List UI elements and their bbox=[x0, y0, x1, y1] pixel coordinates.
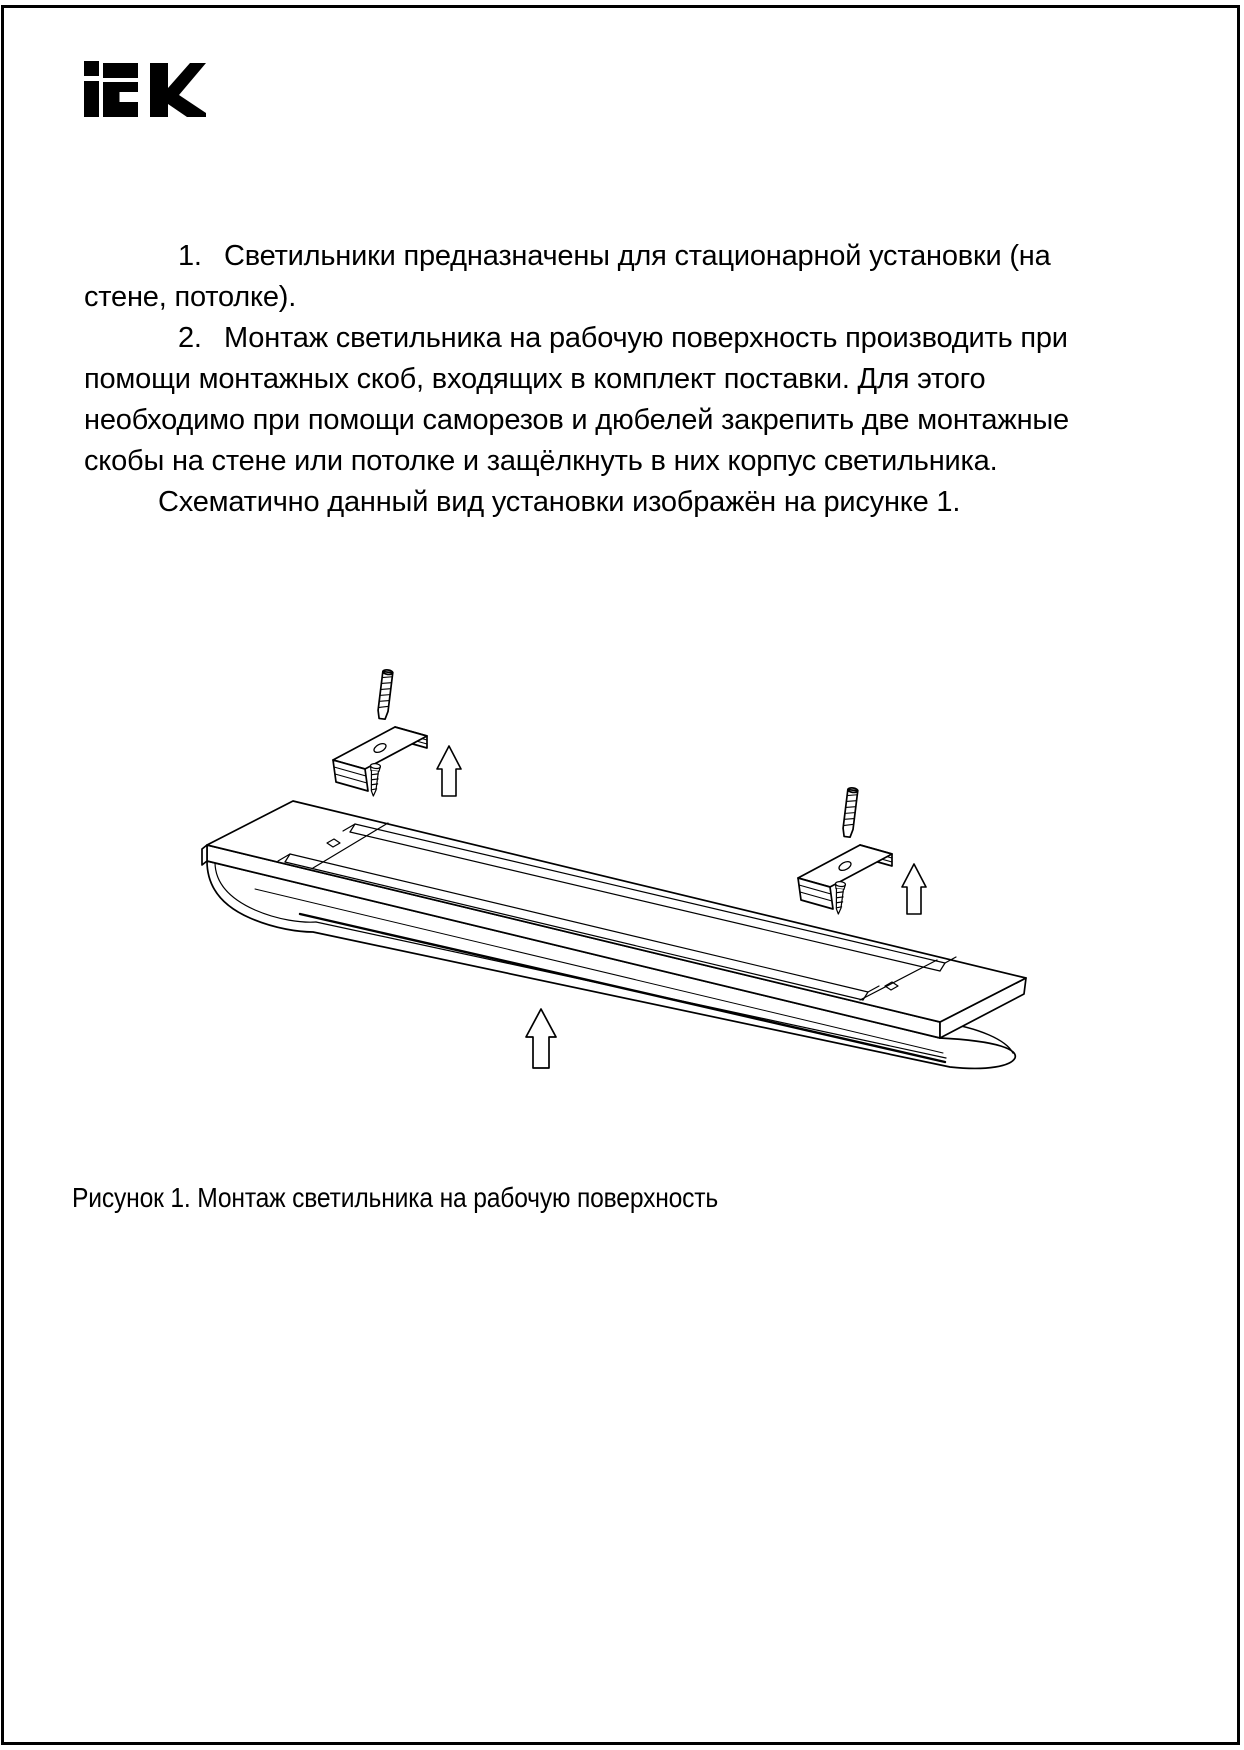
screw-icon bbox=[367, 763, 380, 796]
luminaire-body bbox=[202, 801, 1026, 1068]
text: Схематично данный вид установки изображён на рисунке 1. bbox=[158, 486, 961, 518]
list-number: 1. bbox=[178, 240, 202, 272]
text: необходимо при помощи саморезов и дюбелей закрепить две монтажные bbox=[84, 404, 1069, 436]
text: стене, потолке). bbox=[84, 281, 297, 313]
dowel-icon bbox=[377, 669, 393, 719]
up-arrow-large-icon bbox=[526, 1009, 556, 1068]
list-number: 2. bbox=[178, 322, 202, 354]
up-arrow-icon bbox=[437, 746, 461, 796]
text: помощи монтажных скоб, входящих в комплект поставки. Для этого bbox=[84, 363, 986, 395]
figure-caption: Рисунок 1. Монтаж светильника на рабочую поверхность bbox=[72, 1182, 719, 1213]
text: скобы на стене или потолке и защёлкнуть в них корпус светильника. bbox=[84, 445, 998, 477]
mounting-kit-1 bbox=[333, 669, 461, 796]
mounting-bracket bbox=[333, 727, 427, 791]
mounting-kit-2 bbox=[798, 787, 926, 914]
text: Монтаж светильника на рабочую поверхность производить при bbox=[224, 322, 1068, 354]
text: Светильники предназначены для стационарной установки (на bbox=[224, 240, 1051, 272]
